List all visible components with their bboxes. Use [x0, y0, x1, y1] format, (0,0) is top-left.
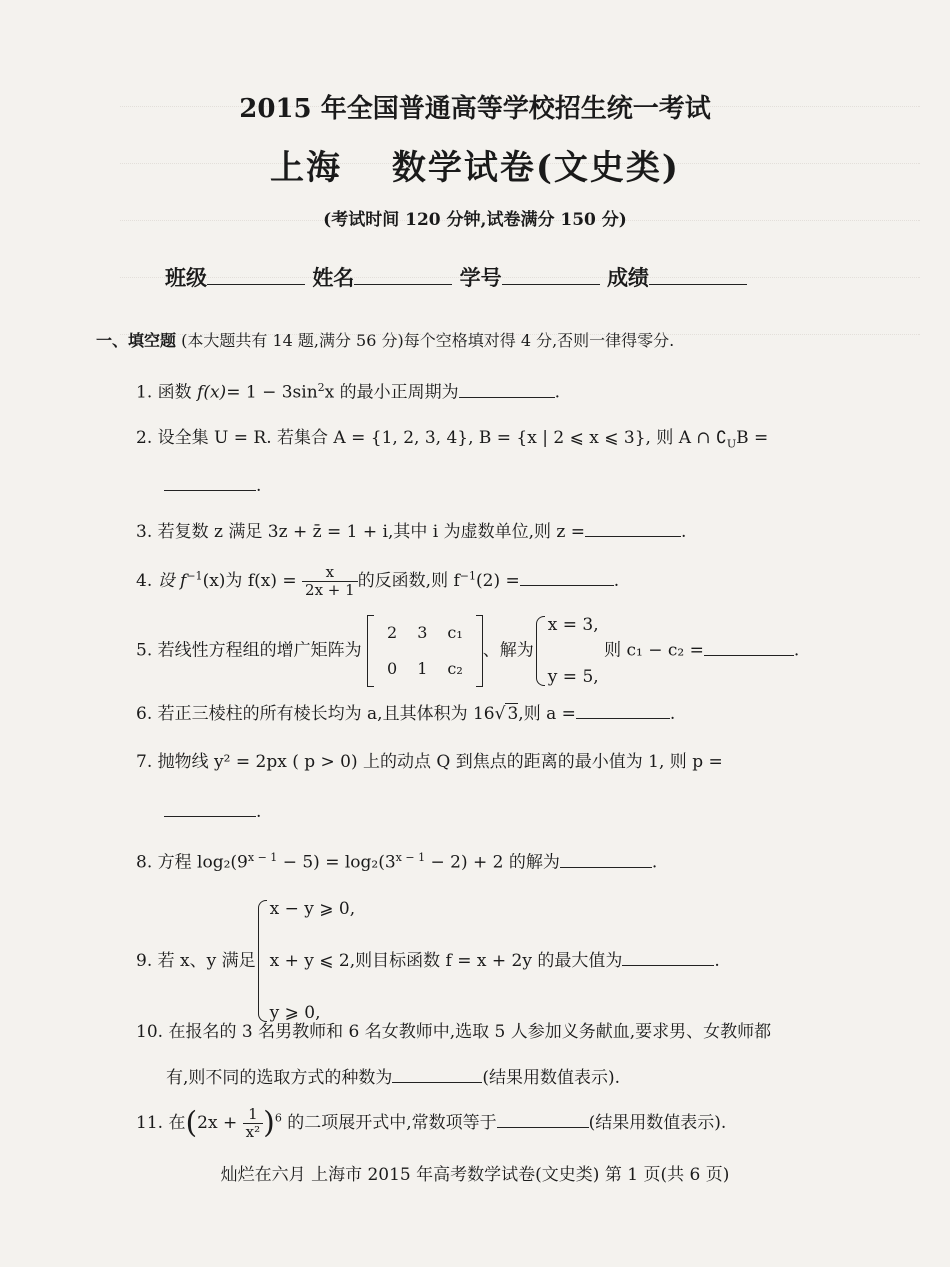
answer-blank-8[interactable] [560, 851, 652, 868]
section-heading: 一、填空题 (本大题共有 14 题,满分 56 分)每个空格填对得 4 分,否则一律得零分. [96, 331, 675, 350]
question-11: 11. 在(2x + $\frac{1}{\text{x²}}$ )$^6$ 的二项展开式中,常数项等于 (结果用数值表示). [136, 1105, 727, 1141]
question-4: 4. 设 $f^{-1}(x)$为 f(x) = $\frac{x}{2x + 1}$ 的反函数,则 $f^{-1}(2)$ = . [136, 563, 620, 599]
answer-blank-5[interactable] [704, 639, 794, 656]
exam-subtitle [0, 140, 950, 189]
question-10-line2: 有,则不同的选取方式的种数为 (结果用数值表示). [166, 1068, 621, 1088]
student-id-field[interactable] [502, 264, 600, 285]
answer-blank-2[interactable] [164, 474, 256, 491]
answer-blank-3[interactable] [585, 520, 681, 537]
id-label: 学号 [459, 265, 502, 290]
class-label: 班级 [165, 265, 207, 290]
answer-blank-9[interactable] [622, 949, 714, 966]
score-field[interactable] [649, 264, 747, 285]
class-field[interactable] [207, 264, 305, 285]
constraint-system: x − y ⩾ 0, x + y ⩽ 2,则目标函数 f = x + 2y 的最大值为 . y ⩾ 0, [256, 896, 720, 1026]
student-info-line [165, 262, 747, 292]
question-8: 8. 方程 $\log_2(9^{x - 1} - 5) = \log_2(3^{x - 1} - 2) + 2$ 的解为 . [136, 851, 658, 873]
solution-system: x = 3, y = 5, [534, 612, 599, 690]
question-5: 5. 若线性方程组的增广矩阵为 2 3 c₁ 0 1 c₂ 、解为 x = 3, y = 5, 则 c₁ − c₂ = . [136, 612, 799, 690]
exam-title: 2015 年全国普通高等学校招生统一考试 [239, 94, 711, 124]
answer-blank-6[interactable] [576, 702, 670, 719]
answer-blank-10[interactable] [392, 1066, 482, 1083]
question-1: 1. 函数 $f(x)= 1 - 3\sin^2x$ 的最小正周期为 . [136, 381, 561, 403]
question-10: 10. 在报名的 3 名男教师和 6 名女教师中,选取 5 人参加义务献血,要求男、女教师都 [136, 1022, 772, 1042]
augmented-matrix: 2 3 c₁ 0 1 c₂ [367, 615, 483, 687]
question-7: 7. 抛物线 y² = 2px ( p > 0) 上的动点 Q 到焦点的距离的最小值为 1, 则 p = [136, 752, 723, 772]
region-label: 上海 [269, 148, 342, 188]
question-7-answer-line: . [136, 800, 261, 824]
name-label: 姓名 [312, 265, 355, 290]
exam-info: (考试时间 120 分钟,试卷满分 150 分) [323, 210, 627, 230]
score-label: 成绩 [606, 265, 649, 290]
question-3: 3. 若复数 z 满足 3z + z̄ = 1 + i,其中 i 为虚数单位,则 z = . [136, 522, 687, 542]
fraction-1-over-x-squared: $\frac{1}{\text{x²}}$ [243, 1106, 263, 1141]
question-2: 2. 设全集 U = R. 若集合 A = {1, 2, 3, 4}, B = {x | 2 ⩽ x ⩽ 3}, 则 A ∩ $∁_UB$ = [136, 428, 769, 451]
page-footer: 灿烂在六月 上海市 2015 年高考数学试卷(文史类) 第 1 页(共 6 页) [220, 1165, 730, 1185]
fraction-x-over-2x-plus-1: $\frac{x}{2x + 1}$ [302, 564, 358, 599]
name-field[interactable] [354, 264, 452, 285]
answer-blank-11[interactable] [497, 1111, 589, 1128]
question-2-answer-line: . [136, 474, 261, 498]
answer-blank-4[interactable] [520, 569, 614, 586]
answer-blank-1[interactable] [459, 381, 555, 398]
question-6: 6. 若正三棱柱的所有棱长均为 a,且其体积为 16√ 3,则 a = . [136, 704, 676, 724]
answer-blank-7[interactable] [164, 800, 256, 817]
subject-label: 数学试卷(文史类) [391, 148, 681, 188]
question-9: 9. 若 x、y 满足 x − y ⩾ 0, x + y ⩽ 2,则目标函数 f = x + 2y 的最大值为 . y ⩾ 0, [136, 896, 720, 1026]
